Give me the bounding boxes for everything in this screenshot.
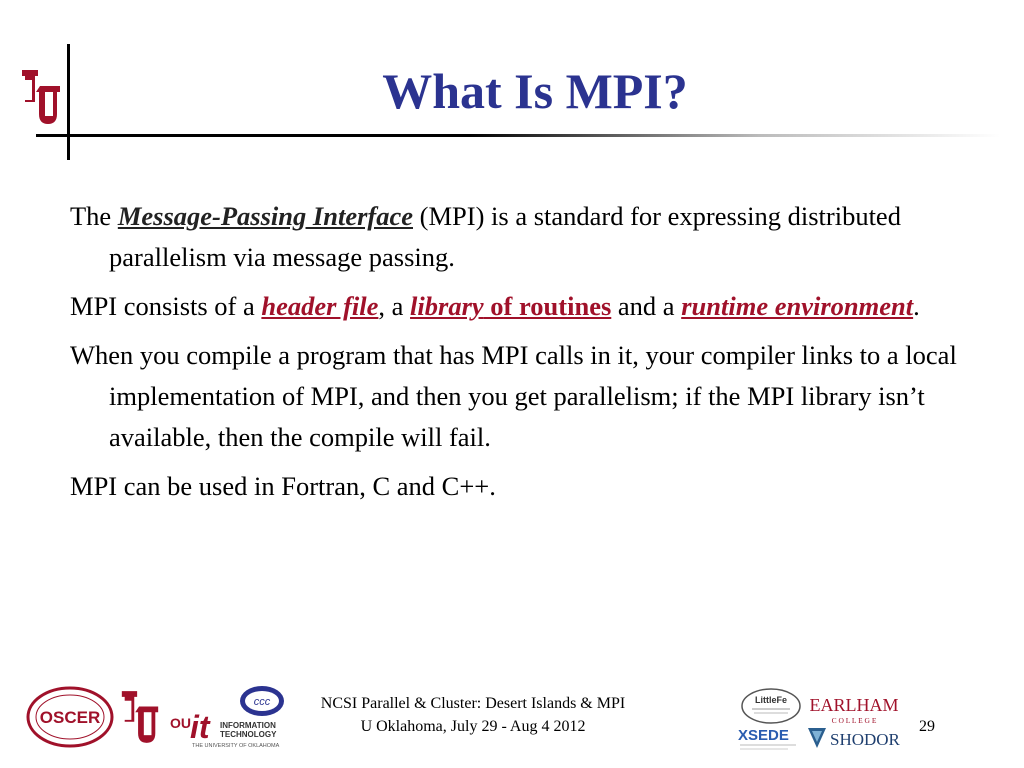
paragraph-2 xyxy=(70,286,970,327)
it-line1: INFORMATION xyxy=(220,721,276,730)
earlham-college-logo-icon xyxy=(806,694,902,728)
slide-body xyxy=(70,196,970,515)
term-header-file[interactable]: header file xyxy=(261,291,379,321)
littlefe-label: LittleFe xyxy=(754,695,788,705)
earlham-label: EARLHAM xyxy=(809,695,899,715)
p2-mid2: and a xyxy=(611,291,682,321)
svg-text:it: it xyxy=(190,709,210,745)
it-line2: TECHNOLOGY xyxy=(220,730,277,739)
littlefe-logo-icon xyxy=(740,686,802,726)
term-library[interactable]: library xyxy=(410,291,484,321)
svg-text:OU: OU xyxy=(170,715,191,731)
footer-line-1: NCSI Parallel & Cluster: Desert Islands & MPI xyxy=(320,695,626,712)
xsede-logo-icon xyxy=(736,724,808,752)
paragraph-1 xyxy=(70,196,970,278)
page-number: 29 xyxy=(919,718,935,735)
oscer-label: OSCER xyxy=(39,708,101,727)
oscer-seal-icon xyxy=(26,686,114,748)
earlham-sub-label: C O L L E G E xyxy=(831,716,877,725)
term-of-routines[interactable]: of routines xyxy=(483,291,612,321)
p2-post: . xyxy=(913,291,920,321)
p2-mid1: , a xyxy=(378,291,411,321)
header-horizontal-rule xyxy=(36,134,1000,137)
term-message-passing-interface[interactable]: Message-Passing Interface xyxy=(117,201,413,231)
xsede-label: XSEDE xyxy=(738,727,789,744)
p1-pre: The xyxy=(70,201,118,231)
ou-footer-logo-icon xyxy=(118,688,162,746)
footer-line-2: U Oklahoma, July 29 - Aug 4 2012 xyxy=(360,718,586,735)
it-line3: THE UNIVERSITY OF OKLAHOMA xyxy=(192,743,280,749)
p1-post: (MPI) is a standard for expressing distributed parallelism via message passing. xyxy=(109,201,901,272)
p2-pre: MPI consists of a xyxy=(70,291,262,321)
term-runtime-environment[interactable]: runtime environment xyxy=(681,291,914,321)
shodor-label: SHODOR xyxy=(830,730,900,749)
svg-text:ccc: ccc xyxy=(253,696,271,708)
paragraph-4: MPI can be used in Fortran, C and C++. xyxy=(70,471,496,501)
footer-caption xyxy=(268,692,678,738)
slide-title: What Is MPI? xyxy=(382,63,688,119)
paragraph-3: When you compile a program that has MPI calls in it, your compiler links to a local implementation of MPI, and then you get parallelism; if the MPI library isn’t available, then the compile will fail. xyxy=(70,340,957,452)
shodor-logo-icon xyxy=(806,724,910,752)
